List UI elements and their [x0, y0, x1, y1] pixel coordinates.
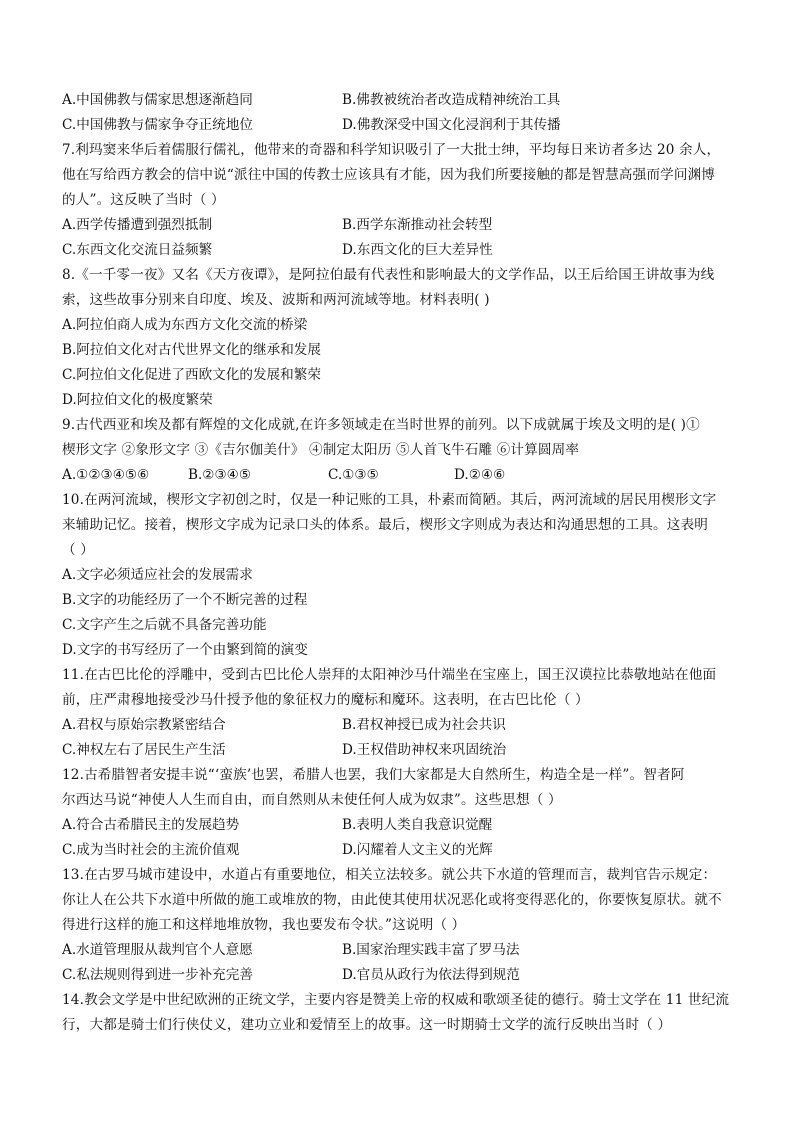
q10-stem-line-3: （ ） [62, 542, 94, 558]
q8-stem-line-1: 8.《一千零一夜》又名《天方夜谭》，是阿拉伯最有代表性和影响最大的文学作品，以王后给国王讲故事为线 [62, 267, 715, 283]
q12-option-a: A.符合古希腊民主的发展趋势 [62, 817, 240, 833]
q12-option-b: B.表明人类自我意识觉醒 [342, 817, 493, 833]
q10-stem-line-2: 来辅助记忆。接着，楔形文字成为记录口头的体系。最后，楔形文字则成为表达和沟通思想的工具。这表明 [62, 517, 708, 533]
q10-option-d: D.文字的书写经历了一个由繁到简的演变 [62, 642, 308, 658]
q13-stem-line-2: 你让人在公共下水道中所做的施工或堆放的物，由此使其使用状况恶化或将变得恶化的，你要恢复原状。就不 [62, 892, 722, 908]
q10-option-a: A.文字必须适应社会的发展需求 [62, 567, 253, 583]
q12-option-c: C.成为当时社会的主流价值观 [62, 842, 240, 858]
q7-stem-line-3: 的人”。这反映了当时（ ） [62, 192, 225, 208]
q8-option-a: A.阿拉伯商人成为东西方文化交流的桥梁 [62, 317, 308, 333]
q12-option-d: D.闪耀着人文主义的光辉 [342, 842, 493, 858]
q14-stem-line-1: 14.教会文学是中世纪欧洲的正统文学，主要内容是赞美上帝的权威和歌颂圣徒的德行。骑士文学在 11 世纪流 [62, 992, 730, 1008]
q10-option-c: C.文字产生之后就不具备完善功能 [62, 617, 267, 633]
q13-stem-line-1: 13.在古罗马城市建设中，水道占有重要地位，相关立法较多。就公共下水道的管理而言，裁判官告示规定： [62, 867, 717, 883]
q6-option-b: B.佛教被统治者改造成精神统治工具 [342, 92, 561, 108]
q11-option-a: A.君权与原始宗教紧密结合 [62, 717, 226, 733]
q11-stem-line-1: 11.在古巴比伦的浮雕中，受到古巴比伦人崇拜的太阳神沙马什端坐在宝座上，国王汉谟拉比恭敬地站在他面 [62, 667, 717, 683]
q11-stem-line-2: 前，庄严肃穆地接受沙马什授予他的象征权力的魔标和魔环。这表明，在古巴比伦（ ） [62, 692, 589, 708]
q9-option-a: A.①②③④⑤⑥ [62, 467, 150, 483]
q9-option-d: D.②④⑥ [454, 467, 506, 483]
q10-stem-line-1: 10.在两河流域，楔形文字初创之时，仅是一种记账的工具，朴素而简陋。其后，两河流域的居民用楔形文字 [62, 492, 717, 508]
q6-option-c: C.中国佛教与儒家争夺正统地位 [62, 117, 253, 133]
q8-option-b: B.阿拉伯文化对古代世界文化的继承和发展 [62, 342, 321, 358]
q11-option-c: C.神权左右了居民生产生活 [62, 742, 226, 758]
q8-option-c: C.阿拉伯文化促进了西欧文化的发展和繁荣 [62, 367, 321, 383]
q7-option-d: D.东西文化的巨大差异性 [342, 242, 493, 258]
q7-stem-line-1: 7.利玛窦来华后着儒服行儒礼，他带来的奇器和科学知识吸引了一大批士绅，平均每日来访者多达 20 余人， [62, 142, 721, 158]
q8-option-d: D.阿拉伯文化的极度繁荣 [62, 392, 213, 408]
q9-stem-line-2: 楔形文字 ②象形文字 ③《吉尔伽美什》 ④制定太阳历 ⑤人首飞牛石雕 ⑥计算圆周率 [62, 442, 580, 458]
q12-stem-line-1: 12.古希腊智者安提丰说“‘蛮族’也罢，希腊人也罢，我们大家都是大自然所生，构造全是一样”。智者阿 [62, 767, 685, 783]
q8-stem-line-2: 索，这些故事分别来自印度、埃及、波斯和两河流域等地。材料表明( ) [62, 292, 490, 308]
q13-option-d: D.官员从政行为依法得到规范 [342, 967, 520, 983]
q7-option-a: A.西学传播遭到强烈抵制 [62, 217, 213, 233]
q13-option-b: B.国家治理实践丰富了罗马法 [342, 942, 520, 958]
q7-stem-line-2: 他在写给西方教会的信中说“派往中国的传教士应该具有才能，因为我们所要接触的都是智慧高强而学问渊博 [62, 167, 716, 183]
q7-option-b: B.西学东渐推动社会转型 [342, 217, 493, 233]
q11-option-d: D.王权借助神权来巩固统治 [342, 742, 507, 758]
q13-stem-line-3: 得进行这样的施工和这样地堆放物，我也要发布令状。”这说明（ ） [62, 917, 466, 933]
q11-option-b: B.君权神授已成为社会共识 [342, 717, 506, 733]
q9-stem-line-1: 9.古代西亚和埃及都有辉煌的文化成就,在许多领域走在当时世界的前列。以下成就属于埃及文明的是( )① [62, 417, 700, 433]
q12-stem-line-2: 尔西达马说“神使人人生而自由，而自然则从未使任何人成为奴隶”。这些思想（ ） [62, 792, 562, 808]
q13-option-c: C.私法规则得到进一步补充完善 [62, 967, 253, 983]
q13-option-a: A.水道管理服从裁判官个人意愿 [62, 942, 253, 958]
q10-option-b: B.文字的功能经历了一个不断完善的过程 [62, 592, 308, 608]
q9-option-c: C.①③⑤ [328, 467, 379, 483]
q9-option-b: B.②③④⑤ [188, 467, 252, 483]
q6-option-a: A.中国佛教与儒家思想逐渐趋同 [62, 92, 253, 108]
q6-option-d: D.佛教深受中国文化浸润利于其传播 [342, 117, 561, 133]
q7-option-c: C.东西文化交流日益频繁 [62, 242, 213, 258]
q14-stem-line-2: 行，大都是骑士们行侠仗义，建功立业和爱情至上的故事。这一时期骑士文学的流行反映出当时（ ） [62, 1017, 672, 1033]
